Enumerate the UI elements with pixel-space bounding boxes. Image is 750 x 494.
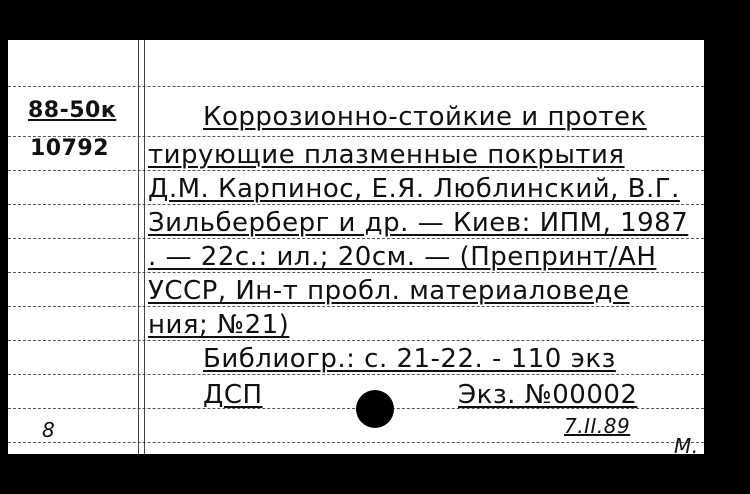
ruled-line [8, 340, 704, 341]
ruled-line [8, 272, 704, 273]
shelf-mark-primary: 88-50к [28, 98, 117, 123]
text-line-8: Библиогр.: с. 21-22. - 110 экз [203, 344, 616, 374]
ruled-line [8, 306, 704, 307]
text-line-9: ДСП [203, 380, 263, 410]
corner-mark: M. [674, 434, 699, 454]
punch-hole-icon [356, 390, 394, 428]
ruled-line [8, 136, 704, 137]
ruled-line [8, 374, 704, 375]
ruled-line [8, 170, 704, 171]
ruled-line [8, 86, 704, 87]
catalog-card [8, 40, 704, 454]
text-line-6: УССР, Ин-т пробл. материаловеде [148, 276, 630, 306]
date-note: 7.II.89 [564, 414, 631, 438]
margin-line [138, 40, 139, 454]
text-line-5: . — 22с.: ил.; 20см. — (Препринт/АН [148, 242, 657, 272]
text-line-2: тирующие плазменные покрытия [148, 140, 625, 170]
ruled-line [8, 238, 704, 239]
ruled-line [8, 442, 704, 443]
text-line-7: ния; №21) [148, 310, 290, 340]
text-line-1: Коррозионно-стойкие и протек [203, 102, 647, 132]
shelf-mark-secondary: 10792 [30, 136, 110, 161]
margin-line [144, 40, 145, 454]
text-line-10: Экз. №00002 [458, 380, 638, 410]
text-line-4: Зильберберг и др. — Киев: ИПМ, 1987 [148, 208, 689, 238]
text-line-3: Д.М. Карпинос, Е.Я. Люблинский, В.Г. [148, 174, 680, 204]
ruled-line [8, 204, 704, 205]
margin-mark: 8 [42, 418, 56, 442]
